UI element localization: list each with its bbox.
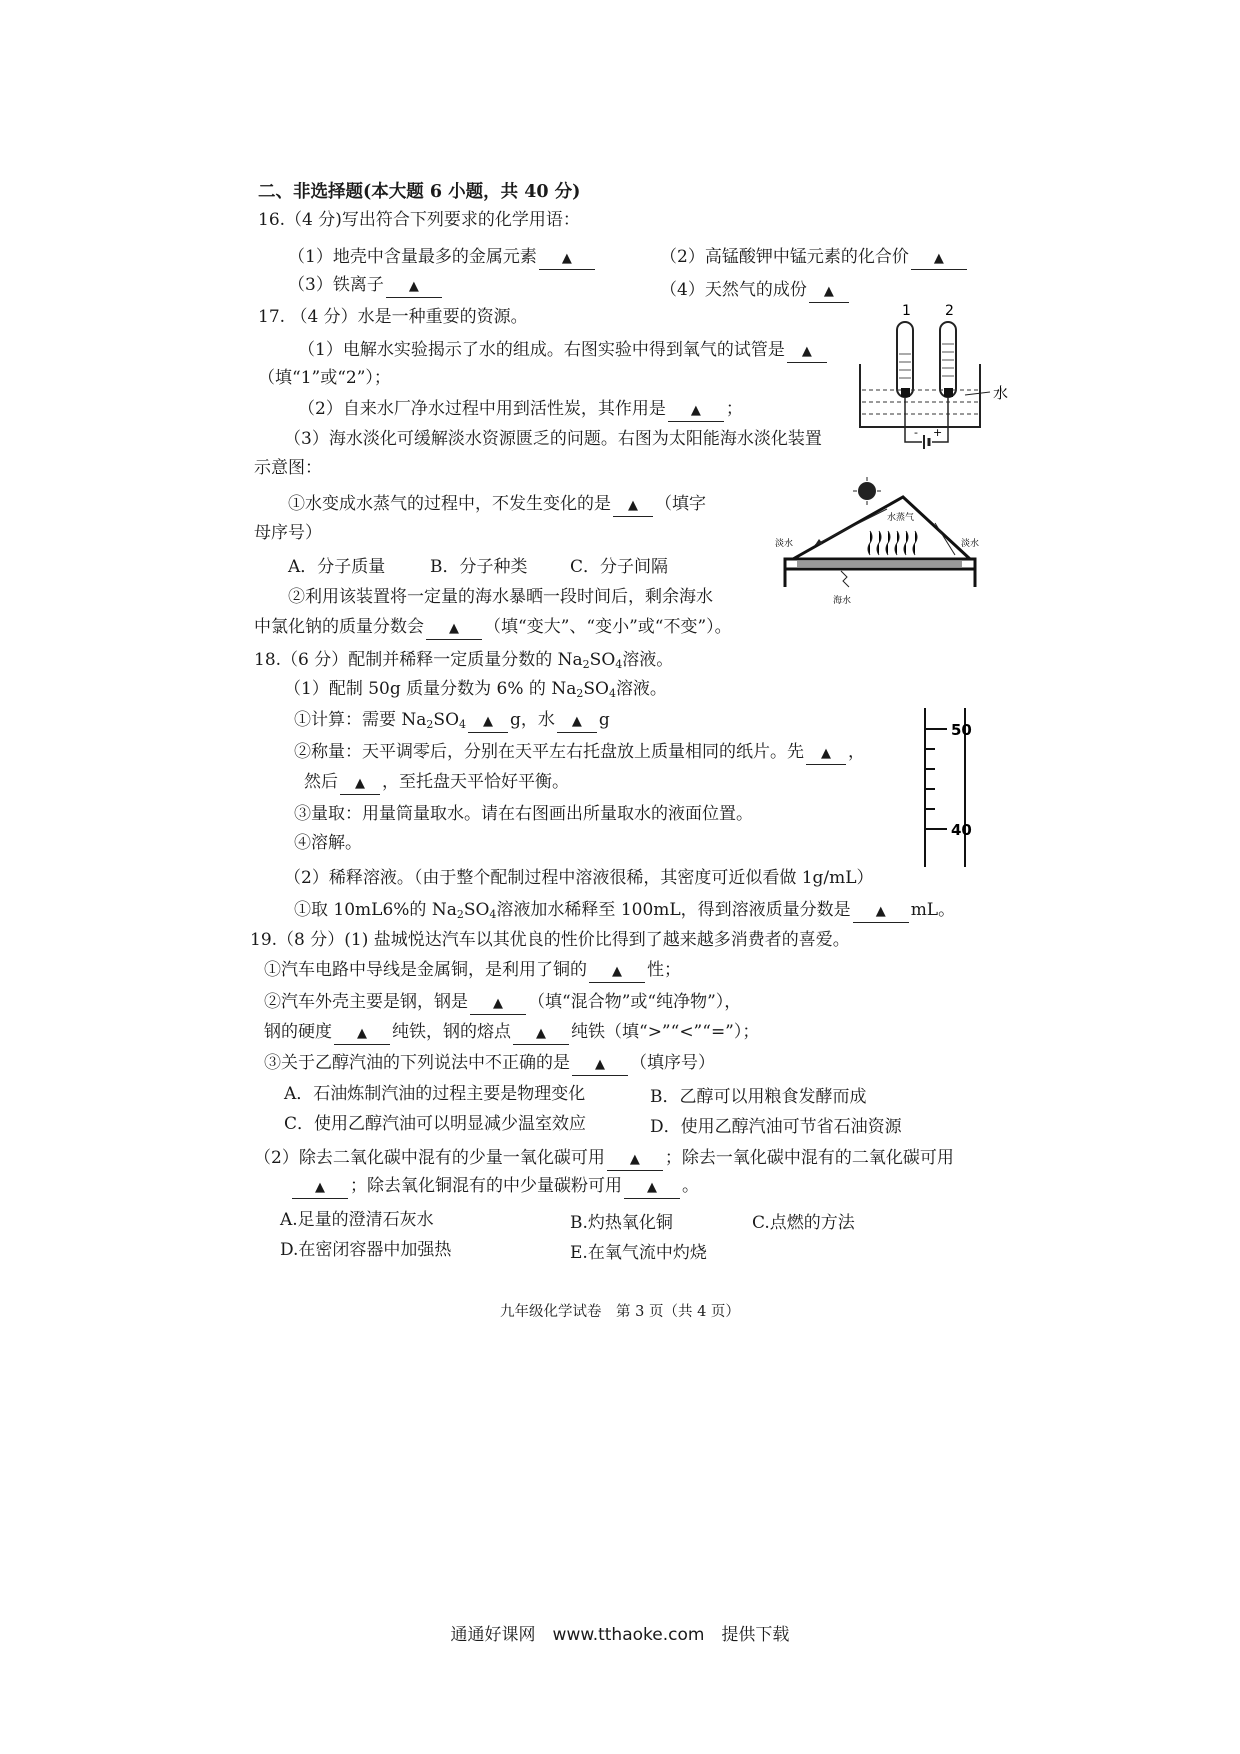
tick-label-40: 40 bbox=[951, 821, 972, 839]
q19-option-b: B．乙醇可以用粮食发酵而成 bbox=[650, 1087, 867, 1107]
q18-weigh-cont: 然后 ▲ ，至托盘天平恰好平衡。 bbox=[304, 770, 569, 795]
q18-calc: ①计算：需要 $Na_2SO_4$ ▲ g，水 ▲ g bbox=[294, 710, 610, 731]
blank-mark: ▲ bbox=[571, 714, 582, 729]
answer-blank[interactable] bbox=[809, 280, 849, 303]
answer-blank[interactable] bbox=[853, 900, 909, 923]
blank-mark: ▲ bbox=[801, 344, 812, 359]
desalination-diagram bbox=[775, 475, 990, 620]
q17-sub1-cont: 母序号） bbox=[254, 523, 322, 543]
answer-blank[interactable] bbox=[806, 742, 846, 765]
blank-mark: ▲ bbox=[823, 284, 834, 299]
q19-option-a: A．石油炼制汽油的过程主要是物理变化 bbox=[284, 1084, 586, 1104]
answer-blank[interactable] bbox=[292, 1176, 348, 1199]
q16-part2: （2）高锰酸钾中锰元素的化合价 ▲ bbox=[660, 245, 969, 270]
q17-stem: 17. （4 分）水是一种重要的资源。 bbox=[258, 307, 528, 327]
blank-mark: ▲ bbox=[612, 964, 622, 979]
positive-sign: + bbox=[933, 426, 943, 439]
tube2-label: 2 bbox=[945, 303, 954, 319]
q18-measure: ③量取：用量筒量取水。请在右图画出所量取水的液面位置。 bbox=[294, 804, 753, 824]
graduated-cylinder[interactable] bbox=[915, 705, 995, 870]
negative-sign: - bbox=[914, 426, 918, 439]
q19-sub1: ①汽车电路中导线是金属铜，是利用了铜的 ▲ 性； bbox=[264, 958, 681, 983]
seawater-label: 海水 bbox=[833, 596, 852, 606]
vapor-label: 水蒸气 bbox=[887, 513, 915, 523]
answer-blank[interactable] bbox=[513, 1022, 569, 1045]
blank-mark: ▲ bbox=[536, 1026, 546, 1041]
q19-part2: （2）除去二氧化碳中混有的少量一氧化碳可用 ▲ ；除去一氧化碳中混有的二氧化碳可用 bbox=[254, 1146, 954, 1171]
blank-mark: ▲ bbox=[561, 251, 572, 266]
section-title: 二、非选择题(本大题 6 小题，共 40 分) bbox=[258, 182, 581, 202]
q19-choice-e: E.在氧气流中灼烧 bbox=[570, 1243, 707, 1263]
blank-mark: ▲ bbox=[628, 498, 638, 513]
q17-part3: （3）海水淡化可缓解淡水资源匮乏的问题。右图为太阳能海水淡化装置 bbox=[284, 429, 822, 449]
q18-part2: （2）稀释溶液。（由于整个配制过程中溶液很稀，其密度可近似看做 1g/mL） bbox=[284, 868, 874, 888]
q19-choice-b: B.灼热氧化铜 bbox=[570, 1213, 673, 1233]
blank-mark: ▲ bbox=[647, 1180, 657, 1195]
q19-part2-cont: ▲ ；除去氧化铜混有的中少量碳粉可用 ▲ 。 bbox=[290, 1174, 699, 1199]
q17-sub2: ②利用该装置将一定量的海水暴晒一段时间后，剩余海水 bbox=[288, 587, 713, 607]
water-label: 水 bbox=[993, 384, 1009, 402]
blank-mark: ▲ bbox=[315, 1180, 325, 1195]
answer-blank[interactable] bbox=[572, 1053, 628, 1076]
q17-part1: （1）电解水实验揭示了水的组成。右图实验中得到氧气的试管是 ▲ bbox=[298, 338, 829, 363]
q16-stem: 16.（4 分)写出符合下列要求的化学用语： bbox=[258, 210, 580, 230]
blank-mark: ▲ bbox=[821, 746, 831, 761]
q18-stem: 18.（6 分）配制并稀释一定质量分数的 $Na_2SO_4$溶液。 bbox=[254, 650, 674, 671]
q19-choice-c: C.点燃的方法 bbox=[752, 1213, 855, 1233]
answer-blank[interactable] bbox=[468, 710, 508, 733]
blank-mark: ▲ bbox=[595, 1057, 605, 1072]
q18-weigh: ②称量：天平调零后，分别在天平左右托盘放上质量相同的纸片。先 ▲ ， bbox=[294, 740, 865, 765]
answer-blank[interactable] bbox=[787, 340, 827, 363]
download-notice: 通通好课网 www.tthaoke.com 提供下载 bbox=[450, 1625, 790, 1645]
q19-option-d: D．使用乙醇汽油可节省石油资源 bbox=[650, 1117, 902, 1137]
q17-option-b: B．分子种类 bbox=[430, 557, 528, 577]
q17-option-a: A．分子质量 bbox=[288, 557, 386, 577]
answer-blank[interactable] bbox=[539, 247, 595, 270]
q18-part1: （1）配制 50g 质量分数为 6% 的 $Na_2SO_4$溶液。 bbox=[284, 679, 667, 700]
answer-blank[interactable] bbox=[589, 960, 645, 983]
blank-mark: ▲ bbox=[493, 996, 503, 1011]
q19-stem: 19.（8 分）(1) 盐城悦达汽车以其优良的性价比得到了越来越多消费者的喜爱。 bbox=[250, 930, 850, 950]
answer-blank[interactable] bbox=[557, 710, 597, 733]
tube1-label: 1 bbox=[902, 303, 911, 319]
q19-sub2-cont: 钢的硬度 ▲ 纯铁，钢的熔点 ▲ 纯铁（填“>”“<”“=”）； bbox=[264, 1020, 759, 1045]
q17-sub1: ①水变成水蒸气的过程中，不发生变化的是 ▲ （填字 bbox=[288, 492, 706, 517]
answer-blank[interactable] bbox=[668, 399, 724, 422]
blank-mark: ▲ bbox=[875, 904, 886, 919]
q18-dilute: ①取 10mL6%的 $Na_2SO_4$溶液加水稀释至 100mL，得到溶液质量分数是 ▲ mL。 bbox=[294, 900, 956, 921]
q17-option-c: C．分子间隔 bbox=[570, 557, 669, 577]
q18-dissolve: ④溶解。 bbox=[294, 833, 362, 853]
q17-sub2-cont: 中氯化钠的质量分数会 ▲ （填“变大”、“变小”或“不变”）。 bbox=[254, 615, 732, 640]
q16-part4: （4）天然气的成份 ▲ bbox=[660, 278, 851, 303]
answer-blank[interactable] bbox=[607, 1148, 663, 1171]
q17-part2: （2）自来水厂净水过程中用到活性炭，其作用是 ▲ ； bbox=[298, 397, 743, 422]
q19-option-c: C．使用乙醇汽油可以明显减少温室效应 bbox=[284, 1114, 587, 1134]
answer-blank[interactable] bbox=[386, 275, 442, 298]
sun-icon bbox=[858, 482, 876, 500]
blank-mark: ▲ bbox=[449, 621, 459, 636]
answer-blank[interactable] bbox=[470, 992, 526, 1015]
q19-sub3: ③关于乙醇汽油的下列说法中不正确的是 ▲ （填序号） bbox=[264, 1051, 715, 1076]
answer-blank[interactable] bbox=[613, 494, 653, 517]
q19-choice-a: A.足量的澄清石灰水 bbox=[280, 1210, 434, 1230]
q19-sub2: ②汽车外壳主要是钢，钢是 ▲ （填“混合物”或“纯净物”）， bbox=[264, 990, 741, 1015]
blank-mark: ▲ bbox=[355, 776, 365, 791]
q19-choice-d: D.在密闭容器中加强热 bbox=[280, 1240, 452, 1260]
blank-mark: ▲ bbox=[690, 403, 701, 418]
answer-blank[interactable] bbox=[340, 772, 380, 795]
blank-mark: ▲ bbox=[933, 251, 944, 266]
answer-blank[interactable] bbox=[334, 1022, 390, 1045]
q16-part1: （1）地壳中含量最多的金属元素 ▲ bbox=[288, 245, 597, 270]
q17-part1-note: （填“1”或“2”）； bbox=[258, 368, 391, 388]
freshwater-left-label: 淡水 bbox=[775, 539, 794, 549]
blank-mark: ▲ bbox=[629, 1152, 640, 1167]
blank-mark: ▲ bbox=[483, 714, 494, 729]
answer-blank[interactable] bbox=[624, 1176, 680, 1199]
blank-mark: ▲ bbox=[408, 279, 419, 294]
answer-blank[interactable] bbox=[911, 247, 967, 270]
q16-part3: （3）铁离子 ▲ bbox=[288, 273, 444, 298]
tick-label-50: 50 bbox=[951, 721, 972, 739]
page-footer: 九年级化学试卷 第 3 页（共 4 页） bbox=[500, 1304, 740, 1320]
electrolysis-diagram bbox=[850, 302, 1020, 450]
freshwater-right-label: 淡水 bbox=[961, 539, 980, 549]
answer-blank[interactable] bbox=[426, 617, 482, 640]
blank-mark: ▲ bbox=[357, 1026, 367, 1041]
q17-part3-cont: 示意图： bbox=[254, 458, 322, 478]
